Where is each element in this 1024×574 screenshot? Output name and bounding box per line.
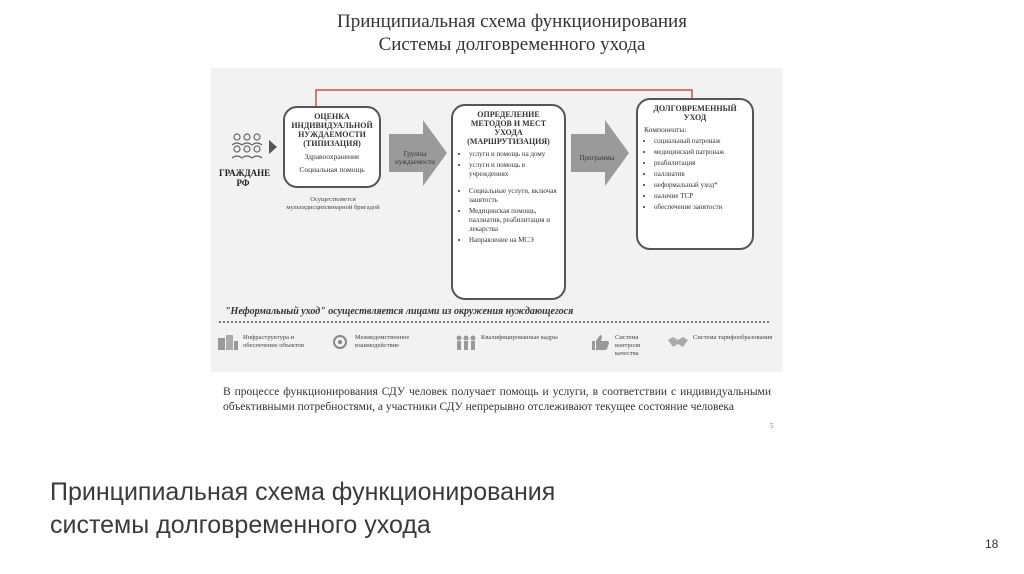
assessment-box-title: ОЦЕНКА ИНДИВИДУАЛЬНОЙ НУЖДАЕМОСТИ (ТИПИЗАЦИЯ) [291,112,373,148]
support-label: Система тарифообразования [693,334,773,341]
slide-main-title [50,476,555,542]
list-item: • социальный патронаж [654,137,746,146]
staff-icon [455,334,477,350]
support-systems-row [217,334,777,368]
list-item: • обеспечение занятости [654,203,746,212]
citizens-label: ГРАЖДАНЕ РФ [219,168,271,188]
top-title-line-2: Системы долговременного ухода [378,34,646,55]
support-item-interaction [329,334,439,350]
list-item: • наличие ТСР [654,192,746,201]
support-label: Квалифицированные кадры [481,334,558,341]
thumbs-up-icon [589,334,611,350]
routing-list-a [459,150,558,179]
support-label: Инфраструктура и обеспечение объектов [243,334,305,349]
citizens-pointer-arrow [269,140,277,154]
interaction-icon [329,334,351,350]
long-term-care-box [636,98,754,250]
informal-care-note: "Неформальный уход" осуществляется лицами из окружения нуждающегося [225,306,574,317]
dotted-divider [219,321,769,323]
list-item: • неформальный уход* [654,181,746,190]
page-number: 18 [985,537,999,551]
assessment-healthcare: Здравоохранение [304,152,360,161]
handshake-icon [667,334,689,350]
buildings-icon [217,334,239,350]
components-list [644,137,746,212]
summary-paragraph: В процессе функционирования СДУ человек получает помощь и услуги, в соответствии с индивидуальными объективными потребностями, а участники СДУ непрерывно отслеживают текущее состояние человека [223,386,771,413]
main-title-line-1: Принципиальная схема функционирования [50,478,556,506]
support-item-infrastructure [217,334,323,350]
list-item: • медицинский патронаж [654,148,746,157]
arrow-2-label: Программы [579,154,615,162]
citizens-people-icon [229,132,265,162]
support-label: Система контроля качества [615,334,641,357]
image-footnote-mark: 5 [770,422,774,430]
list-item: • реабилитация [654,159,746,168]
scheme-panel [211,68,783,372]
list-item: • услуги и помощь на дому [469,150,558,159]
support-item-staff [455,334,565,350]
routing-box-title: ОПРЕДЕЛЕНИЕ МЕТОДОВ И МЕСТ УХОДА (МАРШРУТИЗАЦИЯ) [467,110,550,146]
support-label: Межведомственное взаимодействие [355,334,410,349]
long-term-care-box-title: ДОЛГОВРЕМЕННЫЙ УХОД [653,104,737,122]
arrow-1-label: Группы нуждаемости [395,150,435,166]
list-item: • Медицинская помощь, паллиатив, реабилитация и лекарства [469,207,558,234]
support-item-tariffs [667,334,779,350]
list-item: • Направление на МСЭ [469,236,558,245]
routing-list-b [459,187,558,245]
support-item-quality [589,334,665,358]
assessment-note: Осуществляется мультидисциплинарной бригадой [286,196,380,211]
components-label: Компоненты: [644,125,687,134]
assessment-box [283,106,381,188]
main-title-line-2: системы долговременного ухода [50,511,431,539]
slide-top-title [0,10,1024,56]
list-item: • паллиатив [654,170,746,179]
assessment-social-help: Социальная помощь [299,165,365,174]
arrow-to-long-term-care [571,120,629,186]
top-title-line-1: Принципиальная схема функционирования [337,11,687,32]
list-item: • услуги и помощь в учреждениях [469,161,558,179]
routing-box [451,104,566,300]
list-item: • Социальные услуги, включая занятость [469,187,558,205]
